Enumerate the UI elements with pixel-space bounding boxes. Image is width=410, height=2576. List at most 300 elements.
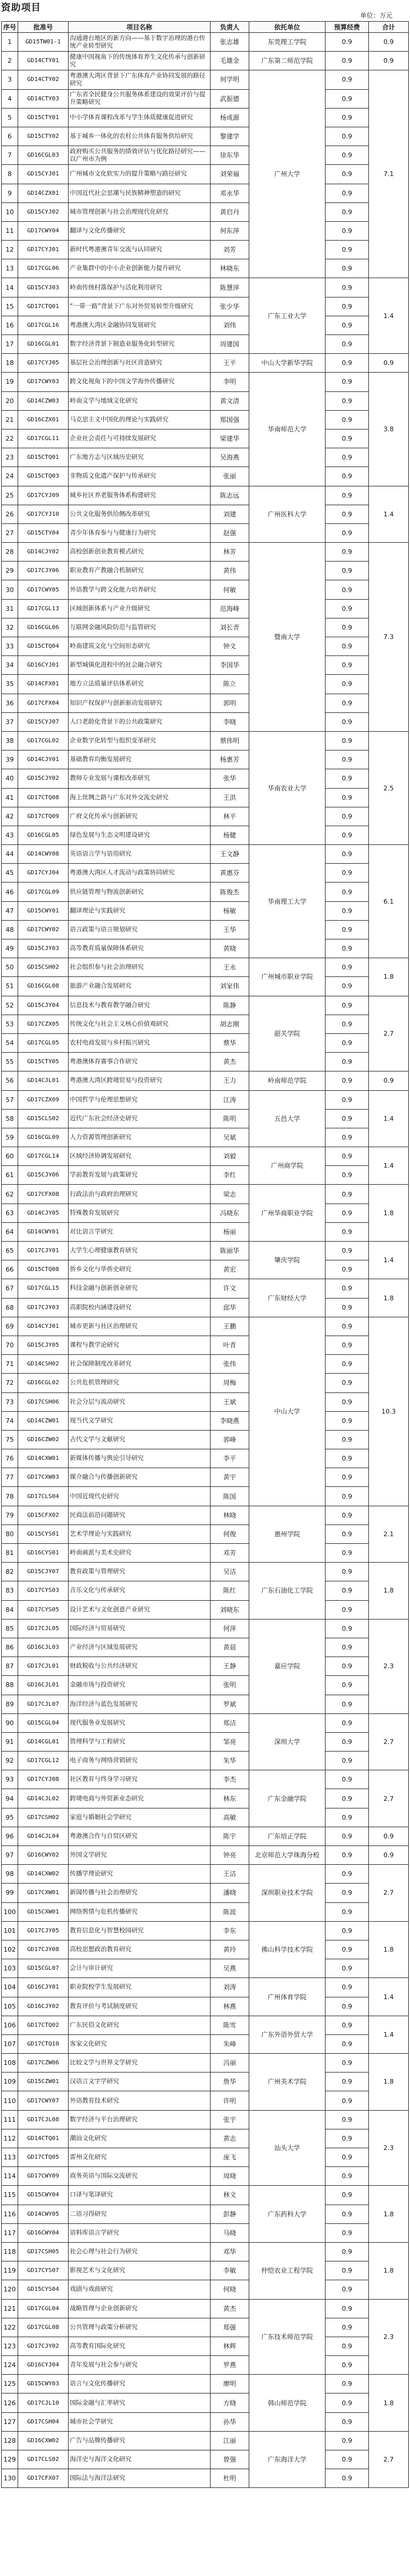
principal-investigator: 刘伟 <box>211 316 249 334</box>
row-number: 92 <box>2 1752 18 1770</box>
approval-code: GD17CZW06 <box>18 2054 69 2073</box>
budget-value: 0.9 <box>326 2223 369 2242</box>
budget-value: 0.9 <box>326 694 369 712</box>
principal-investigator: 冯晓东 <box>211 1204 249 1222</box>
principal-investigator: 刘晓东 <box>211 1600 249 1619</box>
approval-code: GD17CJL10 <box>18 2394 69 2412</box>
approval-code: GD17CGL14 <box>18 1147 69 1166</box>
row-number: 18 <box>2 354 18 373</box>
approval-code: GD15CGL04 <box>18 1713 69 1732</box>
budget-value: 0.9 <box>326 2318 369 2337</box>
approval-code: GD17CJL08 <box>18 2110 69 2129</box>
principal-investigator: 陈波 <box>211 1902 249 1921</box>
row-number: 39 <box>2 751 18 769</box>
principal-investigator: 李敏 <box>211 2261 249 2280</box>
table-row <box>2 505 409 523</box>
principal-investigator: 王洪 <box>211 788 249 807</box>
approval-code: GD17CYJ08 <box>18 1770 69 1789</box>
table-row <box>2 1770 409 1789</box>
principal-investigator: 陈慧萍 <box>211 278 249 297</box>
budget-value: 0.9 <box>326 373 369 391</box>
budget-value: 0.9 <box>326 675 369 694</box>
budget-value: 0.9 <box>326 562 369 580</box>
row-number: 67 <box>2 1279 18 1298</box>
table-row <box>2 1657 409 1676</box>
principal-investigator: 梁建华 <box>211 429 249 448</box>
project-name: 潮汕文化研究 <box>69 2129 211 2148</box>
budget-value: 0.9 <box>326 920 369 939</box>
table-row <box>2 467 409 486</box>
row-number: 129 <box>2 2450 18 2469</box>
approval-code: GD14CTY03 <box>18 89 69 108</box>
project-name: 电子商务与网络营销研究 <box>69 1752 211 1770</box>
table-row <box>2 410 409 429</box>
host-institution: 广州华商职业学院 <box>249 1185 326 1242</box>
principal-investigator: 武振德 <box>211 89 249 108</box>
budget-value: 0.9 <box>326 259 369 278</box>
row-number: 101 <box>2 1921 18 1940</box>
table-row <box>2 2337 409 2355</box>
table-row <box>2 1128 409 1147</box>
budget-value: 0.9 <box>326 1317 369 1336</box>
table-row <box>2 2148 409 2167</box>
principal-investigator: 王斌 <box>211 1392 249 1411</box>
budget-value: 0.9 <box>326 33 369 52</box>
principal-investigator: 蔡华 <box>211 1033 249 1052</box>
budget-value: 0.9 <box>326 202 369 221</box>
row-number: 10 <box>2 202 18 221</box>
project-name: 学前教育发展与政策研究 <box>69 1166 211 1185</box>
approval-code: GD17CLS02 <box>18 2450 69 2469</box>
approval-code: GD15CWY01 <box>18 901 69 920</box>
principal-investigator: 范海峰 <box>211 599 249 618</box>
principal-investigator: 黄宏 <box>211 1260 249 1279</box>
project-name: 外语教学与跨文化能力培养研究 <box>69 580 211 599</box>
table-row <box>2 486 409 505</box>
project-name: 语言政策与语言规划研究 <box>69 920 211 939</box>
col-header-no: 序号 <box>2 22 18 33</box>
approval-code: GD17CSH04 <box>18 2412 69 2431</box>
principal-investigator: 刘家伟 <box>211 977 249 996</box>
principal-investigator: 江丽 <box>211 2431 249 2450</box>
project-name: 战略管理与企业创新研究 <box>69 2299 211 2318</box>
budget-value: 0.9 <box>326 1752 369 1770</box>
project-name: 跨文化视角下的中国文学海外传播研究 <box>69 373 211 391</box>
row-number: 128 <box>2 2431 18 2450</box>
approval-code: GD14CJL04 <box>18 1827 69 1845</box>
row-number: 105 <box>2 1997 18 2016</box>
table-row <box>2 70 409 89</box>
principal-investigator: 何东萍 <box>211 221 249 240</box>
row-number: 120 <box>2 2280 18 2299</box>
approval-code: GD17CZX05 <box>18 1015 69 1033</box>
host-institution: 北京师范大学珠海分校 <box>249 1846 326 1865</box>
budget-value: 0.9 <box>326 1109 369 1128</box>
host-institution: 广州大学 <box>249 70 326 278</box>
project-name: 社区教育与终身学习研究 <box>69 1770 211 1789</box>
principal-investigator: 黎建学 <box>211 127 249 146</box>
budget-value: 0.9 <box>326 1865 369 1884</box>
row-number: 12 <box>2 241 18 259</box>
host-institution: 韶关学院 <box>249 996 326 1071</box>
row-number: 63 <box>2 1204 18 1222</box>
project-name: 二语习得研究 <box>69 2205 211 2223</box>
principal-investigator: 彭静 <box>211 2205 249 2223</box>
row-number: 95 <box>2 1808 18 1827</box>
table-row <box>2 316 409 334</box>
project-name: 城乡社区养老服务体系构建研究 <box>69 486 211 505</box>
row-number: 50 <box>2 958 18 977</box>
project-name: 粤港澳大湾区人才流动与政策协同研究 <box>69 864 211 883</box>
principal-investigator: 张丽 <box>211 467 249 486</box>
approval-code: GD16CYJ01 <box>18 656 69 675</box>
approval-code: GD14CWY01 <box>18 1222 69 1241</box>
project-name: 粤港澳大湾区金融协同发展研究 <box>69 316 211 334</box>
row-number: 45 <box>2 864 18 883</box>
principal-investigator: 罗燕 <box>211 2356 249 2375</box>
row-number: 36 <box>2 694 18 712</box>
project-name: 中国近代社会思潮与民族精神塑造的研究 <box>69 184 211 202</box>
budget-value: 0.9 <box>326 2337 369 2355</box>
approval-code: GD17CXW03 <box>18 1468 69 1487</box>
row-number: 11 <box>2 221 18 240</box>
approval-code: GD17CGL12 <box>18 1752 69 1770</box>
row-number: 104 <box>2 1978 18 1997</box>
principal-investigator: 邓芳 <box>211 1544 249 1563</box>
row-number: 72 <box>2 1374 18 1392</box>
budget-value: 0.9 <box>326 89 369 108</box>
approval-code: GD15CXW01 <box>18 1902 69 1921</box>
institution-total: 1.4 <box>369 1978 409 2016</box>
row-number: 83 <box>2 1581 18 1600</box>
project-name: 马克思主义中国化的理论与实践研究 <box>69 410 211 429</box>
host-institution: 广州美术学院 <box>249 2054 326 2111</box>
table-row <box>2 1468 409 1487</box>
row-number: 3 <box>2 70 18 89</box>
approval-code: GD17CWY03 <box>18 373 69 391</box>
budget-value: 0.9 <box>326 2356 369 2375</box>
host-institution: 广东海洋大学 <box>249 2431 326 2488</box>
principal-investigator: 郑强 <box>211 2318 249 2337</box>
table-row <box>2 89 409 108</box>
project-name: 国际金融与汇率研究 <box>69 2394 211 2412</box>
approval-code: GD17CWY04 <box>18 221 69 240</box>
budget-value: 0.9 <box>326 1638 369 1657</box>
principal-investigator: 黄玲 <box>211 1940 249 1959</box>
project-name: 国际法与海洋法研究 <box>69 2469 211 2488</box>
principal-investigator: 郑洁 <box>211 1713 249 1732</box>
principal-investigator: 何萍 <box>211 1619 249 1638</box>
principal-investigator: 张明 <box>211 1676 249 1695</box>
row-number: 32 <box>2 618 18 637</box>
institution-total: 1.4 <box>369 486 409 543</box>
approval-code: GD17CSH02 <box>18 1808 69 1827</box>
budget-value: 0.9 <box>326 1600 369 1619</box>
table-row <box>2 807 409 826</box>
row-number: 47 <box>2 901 18 920</box>
host-institution: 广东金融学院 <box>249 1770 326 1827</box>
table-row <box>2 2091 409 2110</box>
approval-code: GD17CWY07 <box>18 2091 69 2110</box>
table-row <box>2 1260 409 1279</box>
table-row <box>2 1015 409 1033</box>
principal-investigator: 王静 <box>211 1657 249 1676</box>
project-name: 职业教育产教融合机制研究 <box>69 562 211 580</box>
table-row <box>2 1600 409 1619</box>
project-name: 中小学体育课程改革与学生体质健康促进研究 <box>69 108 211 127</box>
table-row <box>2 1695 409 1713</box>
principal-investigator: 赵强 <box>211 523 249 542</box>
table-row <box>2 33 409 52</box>
row-number: 64 <box>2 1222 18 1241</box>
project-name: 高校思想政治教育研究 <box>69 1940 211 1959</box>
approval-code: GD15CTY02 <box>18 127 69 146</box>
approval-code: GD16CJL03 <box>18 1638 69 1657</box>
row-number: 96 <box>2 1827 18 1845</box>
row-number: 110 <box>2 2091 18 2110</box>
table-row <box>2 1732 409 1751</box>
table-row <box>2 901 409 920</box>
row-number: 6 <box>2 127 18 146</box>
unit-label: 单位：万元 <box>360 12 392 19</box>
budget-value: 0.9 <box>326 486 369 505</box>
row-number: 124 <box>2 2356 18 2375</box>
institution-total: 1.8 <box>369 2242 409 2299</box>
table-row <box>2 675 409 694</box>
table-row <box>2 1865 409 1884</box>
budget-value: 0.9 <box>326 1374 369 1392</box>
row-number: 107 <box>2 2034 18 2053</box>
approval-code: GD15CYJ01 <box>18 165 69 184</box>
approval-code: GD14CJY05 <box>18 1204 69 1222</box>
budget-value: 0.9 <box>326 1033 369 1052</box>
host-institution: 广东财经大学 <box>249 1279 326 1317</box>
project-name: 高等教育国际化研究 <box>69 2337 211 2355</box>
institution-total: 1.8 <box>369 2186 409 2243</box>
host-institution: 暨南大学 <box>249 543 326 732</box>
approval-code: GD17CZX09 <box>18 1090 69 1109</box>
budget-value: 0.9 <box>326 1449 369 1468</box>
principal-investigator: 黄志 <box>211 2129 249 2148</box>
budget-value: 0.9 <box>326 2280 369 2299</box>
row-number: 100 <box>2 1902 18 1921</box>
approval-code: GD16CXW02 <box>18 2431 69 2450</box>
principal-investigator: 何学明 <box>211 70 249 89</box>
approval-code: GD17CJY03 <box>18 1298 69 1317</box>
institution-total: 2.7 <box>369 1770 409 1827</box>
table-row <box>2 448 409 467</box>
row-number: 108 <box>2 2054 18 2073</box>
project-name: 信息技术与教育教学融合研究 <box>69 996 211 1015</box>
budget-value: 0.9 <box>326 2129 369 2148</box>
principal-investigator: 郭峰 <box>211 1430 249 1449</box>
host-institution: 嘉应学院 <box>249 1619 326 1713</box>
project-name: 社会分层与流动研究 <box>69 1392 211 1411</box>
table-row <box>2 146 409 165</box>
row-number: 41 <box>2 788 18 807</box>
project-name: 国际经济与贸易研究 <box>69 1619 211 1638</box>
budget-value: 0.9 <box>326 580 369 599</box>
budget-value: 0.9 <box>326 1166 369 1185</box>
project-name: 戏剧与戏曲研究 <box>69 2280 211 2299</box>
approval-code: GD16CZW02 <box>18 1430 69 1449</box>
approval-code: GD15CJY05 <box>18 1336 69 1354</box>
table-row <box>2 1242 409 1260</box>
principal-investigator: 王洁 <box>211 1865 249 1884</box>
row-number: 115 <box>2 2186 18 2205</box>
table-row <box>2 712 409 731</box>
project-name: 语料库语言学研究 <box>69 2223 211 2242</box>
approval-code: GD17CJY05 <box>18 1921 69 1940</box>
project-name: 外国文学研究 <box>69 1846 211 1865</box>
project-name: 中国哲学与伦理思想研究 <box>69 1090 211 1109</box>
table-row <box>2 1222 409 1241</box>
table-row <box>2 278 409 297</box>
approval-code: GD14CJL01 <box>18 1071 69 1090</box>
table-row <box>2 297 409 316</box>
budget-value: 0.9 <box>326 1770 369 1789</box>
project-name: 人口老龄化背景下的公共政策研究 <box>69 712 211 731</box>
principal-investigator: 李明 <box>211 373 249 391</box>
project-name: 企业数字化转型与组织变革研究 <box>69 731 211 750</box>
row-number: 46 <box>2 883 18 901</box>
principal-investigator: 邓永华 <box>211 184 249 202</box>
approval-code: GD16CGL02 <box>18 1374 69 1392</box>
project-name: 家庭与婚姻社会学研究 <box>69 1808 211 1827</box>
budget-value: 0.9 <box>326 1902 369 1921</box>
project-name: 商务英语与国际交流研究 <box>69 2167 211 2186</box>
row-number: 26 <box>2 505 18 523</box>
approval-code: GD17CJL05 <box>18 1619 69 1638</box>
principal-investigator: 方晓 <box>211 2394 249 2412</box>
budget-value: 0.9 <box>326 618 369 637</box>
row-number: 23 <box>2 448 18 467</box>
approval-code: GD15CLS02 <box>18 1109 69 1128</box>
approval-code: GD17CJY06 <box>18 562 69 580</box>
row-number: 81 <box>2 1544 18 1563</box>
principal-investigator: 廖明 <box>211 2375 249 2394</box>
approval-code: GD17CGL08 <box>18 2318 69 2337</box>
table-row <box>2 429 409 448</box>
budget-value: 0.9 <box>326 807 369 826</box>
principal-investigator: 张志雄 <box>211 33 249 52</box>
project-name: 传统文化与社会主义核心价值观研究 <box>69 1015 211 1033</box>
col-header-pi: 负责人 <box>211 22 249 33</box>
institution-total: 0.9 <box>369 1827 409 1845</box>
row-number: 84 <box>2 1600 18 1619</box>
row-number: 87 <box>2 1657 18 1676</box>
budget-value: 0.9 <box>326 1260 369 1279</box>
project-name: 音乐文化与传承研究 <box>69 1581 211 1600</box>
project-name: 教育信息化与智慧校园研究 <box>69 1921 211 1940</box>
principal-investigator: 叶青 <box>211 1336 249 1354</box>
project-name: 粤港澳大湾区跨境贸易与投资研究 <box>69 1071 211 1090</box>
budget-value: 0.9 <box>326 939 369 958</box>
approval-code: GD14CSH02 <box>18 1355 69 1374</box>
project-name: 金融市场与投资研究 <box>69 1676 211 1695</box>
principal-investigator: 詹华 <box>211 2073 249 2091</box>
table-row <box>2 1033 409 1052</box>
row-number: 48 <box>2 920 18 939</box>
budget-value: 0.9 <box>326 1222 369 1241</box>
principal-investigator: 庞飞 <box>211 2148 249 2167</box>
row-number: 91 <box>2 1732 18 1751</box>
row-number: 15 <box>2 297 18 316</box>
host-institution: 华南理工大学 <box>249 845 326 958</box>
project-name: 数字经济背景下制造业服务化转型研究 <box>69 335 211 354</box>
table-row <box>2 1204 409 1222</box>
approval-code: GD17CJL01 <box>18 1657 69 1676</box>
principal-investigator: 刘芳 <box>211 241 249 259</box>
budget-value: 0.9 <box>326 70 369 89</box>
table-row <box>2 656 409 675</box>
principal-investigator: 张伟 <box>211 1355 249 1374</box>
table-row <box>2 618 409 637</box>
table-row <box>2 2242 409 2261</box>
row-number: 29 <box>2 562 18 580</box>
table-row <box>2 2431 409 2450</box>
table-body <box>2 33 409 2488</box>
principal-investigator: 陈明 <box>211 1109 249 1128</box>
principal-investigator: 李晓 <box>211 712 249 731</box>
budget-value: 0.9 <box>326 1884 369 1902</box>
budget-value: 0.9 <box>326 1430 369 1449</box>
approval-code: GD17CWY09 <box>18 2167 69 2186</box>
project-name: 广告与品牌传播研究 <box>69 2431 211 2450</box>
principal-investigator: 毛雄金 <box>211 52 249 70</box>
budget-value: 0.9 <box>326 1053 369 1071</box>
principal-investigator: 王鹏 <box>211 1317 249 1336</box>
approval-code: GD15CTQ03 <box>18 467 69 486</box>
budget-value: 0.9 <box>326 637 369 656</box>
budget-value: 0.9 <box>326 523 369 542</box>
table-row <box>2 694 409 712</box>
principal-investigator: 林晓东 <box>211 259 249 278</box>
project-name: 财政税收与公共经济研究 <box>69 1657 211 1676</box>
row-number: 31 <box>2 599 18 618</box>
table-row <box>2 1921 409 1940</box>
project-name: 近代广东社会经济史研究 <box>69 1109 211 1128</box>
institution-total: 7.1 <box>369 70 409 278</box>
principal-investigator: 周梅 <box>211 1374 249 1392</box>
institution-total: 10.3 <box>369 1317 409 1506</box>
host-institution: 东莞理工学院 <box>249 33 326 52</box>
approval-code: GD17CXW01 <box>18 1884 69 1902</box>
budget-value: 0.9 <box>326 2450 369 2469</box>
principal-investigator: 胡志刚 <box>211 1015 249 1033</box>
project-name: 知识产权保护与创新驱动发展研究 <box>69 694 211 712</box>
row-number: 90 <box>2 1713 18 1732</box>
project-name: 社会组织参与社会治理研究 <box>69 958 211 977</box>
table-row <box>2 241 409 259</box>
approval-code: GD14CZW03 <box>18 391 69 410</box>
host-institution: 广东工业大学 <box>249 278 326 354</box>
principal-investigator: 周建国 <box>211 335 249 354</box>
project-name: 新型城镇化进程中的社会融合研究 <box>69 656 211 675</box>
table-row <box>2 1997 409 2016</box>
table-row <box>2 2299 409 2318</box>
budget-value: 0.9 <box>326 1544 369 1563</box>
row-number: 76 <box>2 1449 18 1468</box>
approval-code: GD17CYS03 <box>18 1581 69 1600</box>
budget-value: 0.9 <box>326 1676 369 1695</box>
table-row <box>2 1147 409 1166</box>
row-number: 2 <box>2 52 18 70</box>
table-row <box>2 2129 409 2148</box>
row-number: 65 <box>2 1242 18 1260</box>
principal-investigator: 江涛 <box>211 1090 249 1109</box>
table-row <box>2 1071 409 1090</box>
